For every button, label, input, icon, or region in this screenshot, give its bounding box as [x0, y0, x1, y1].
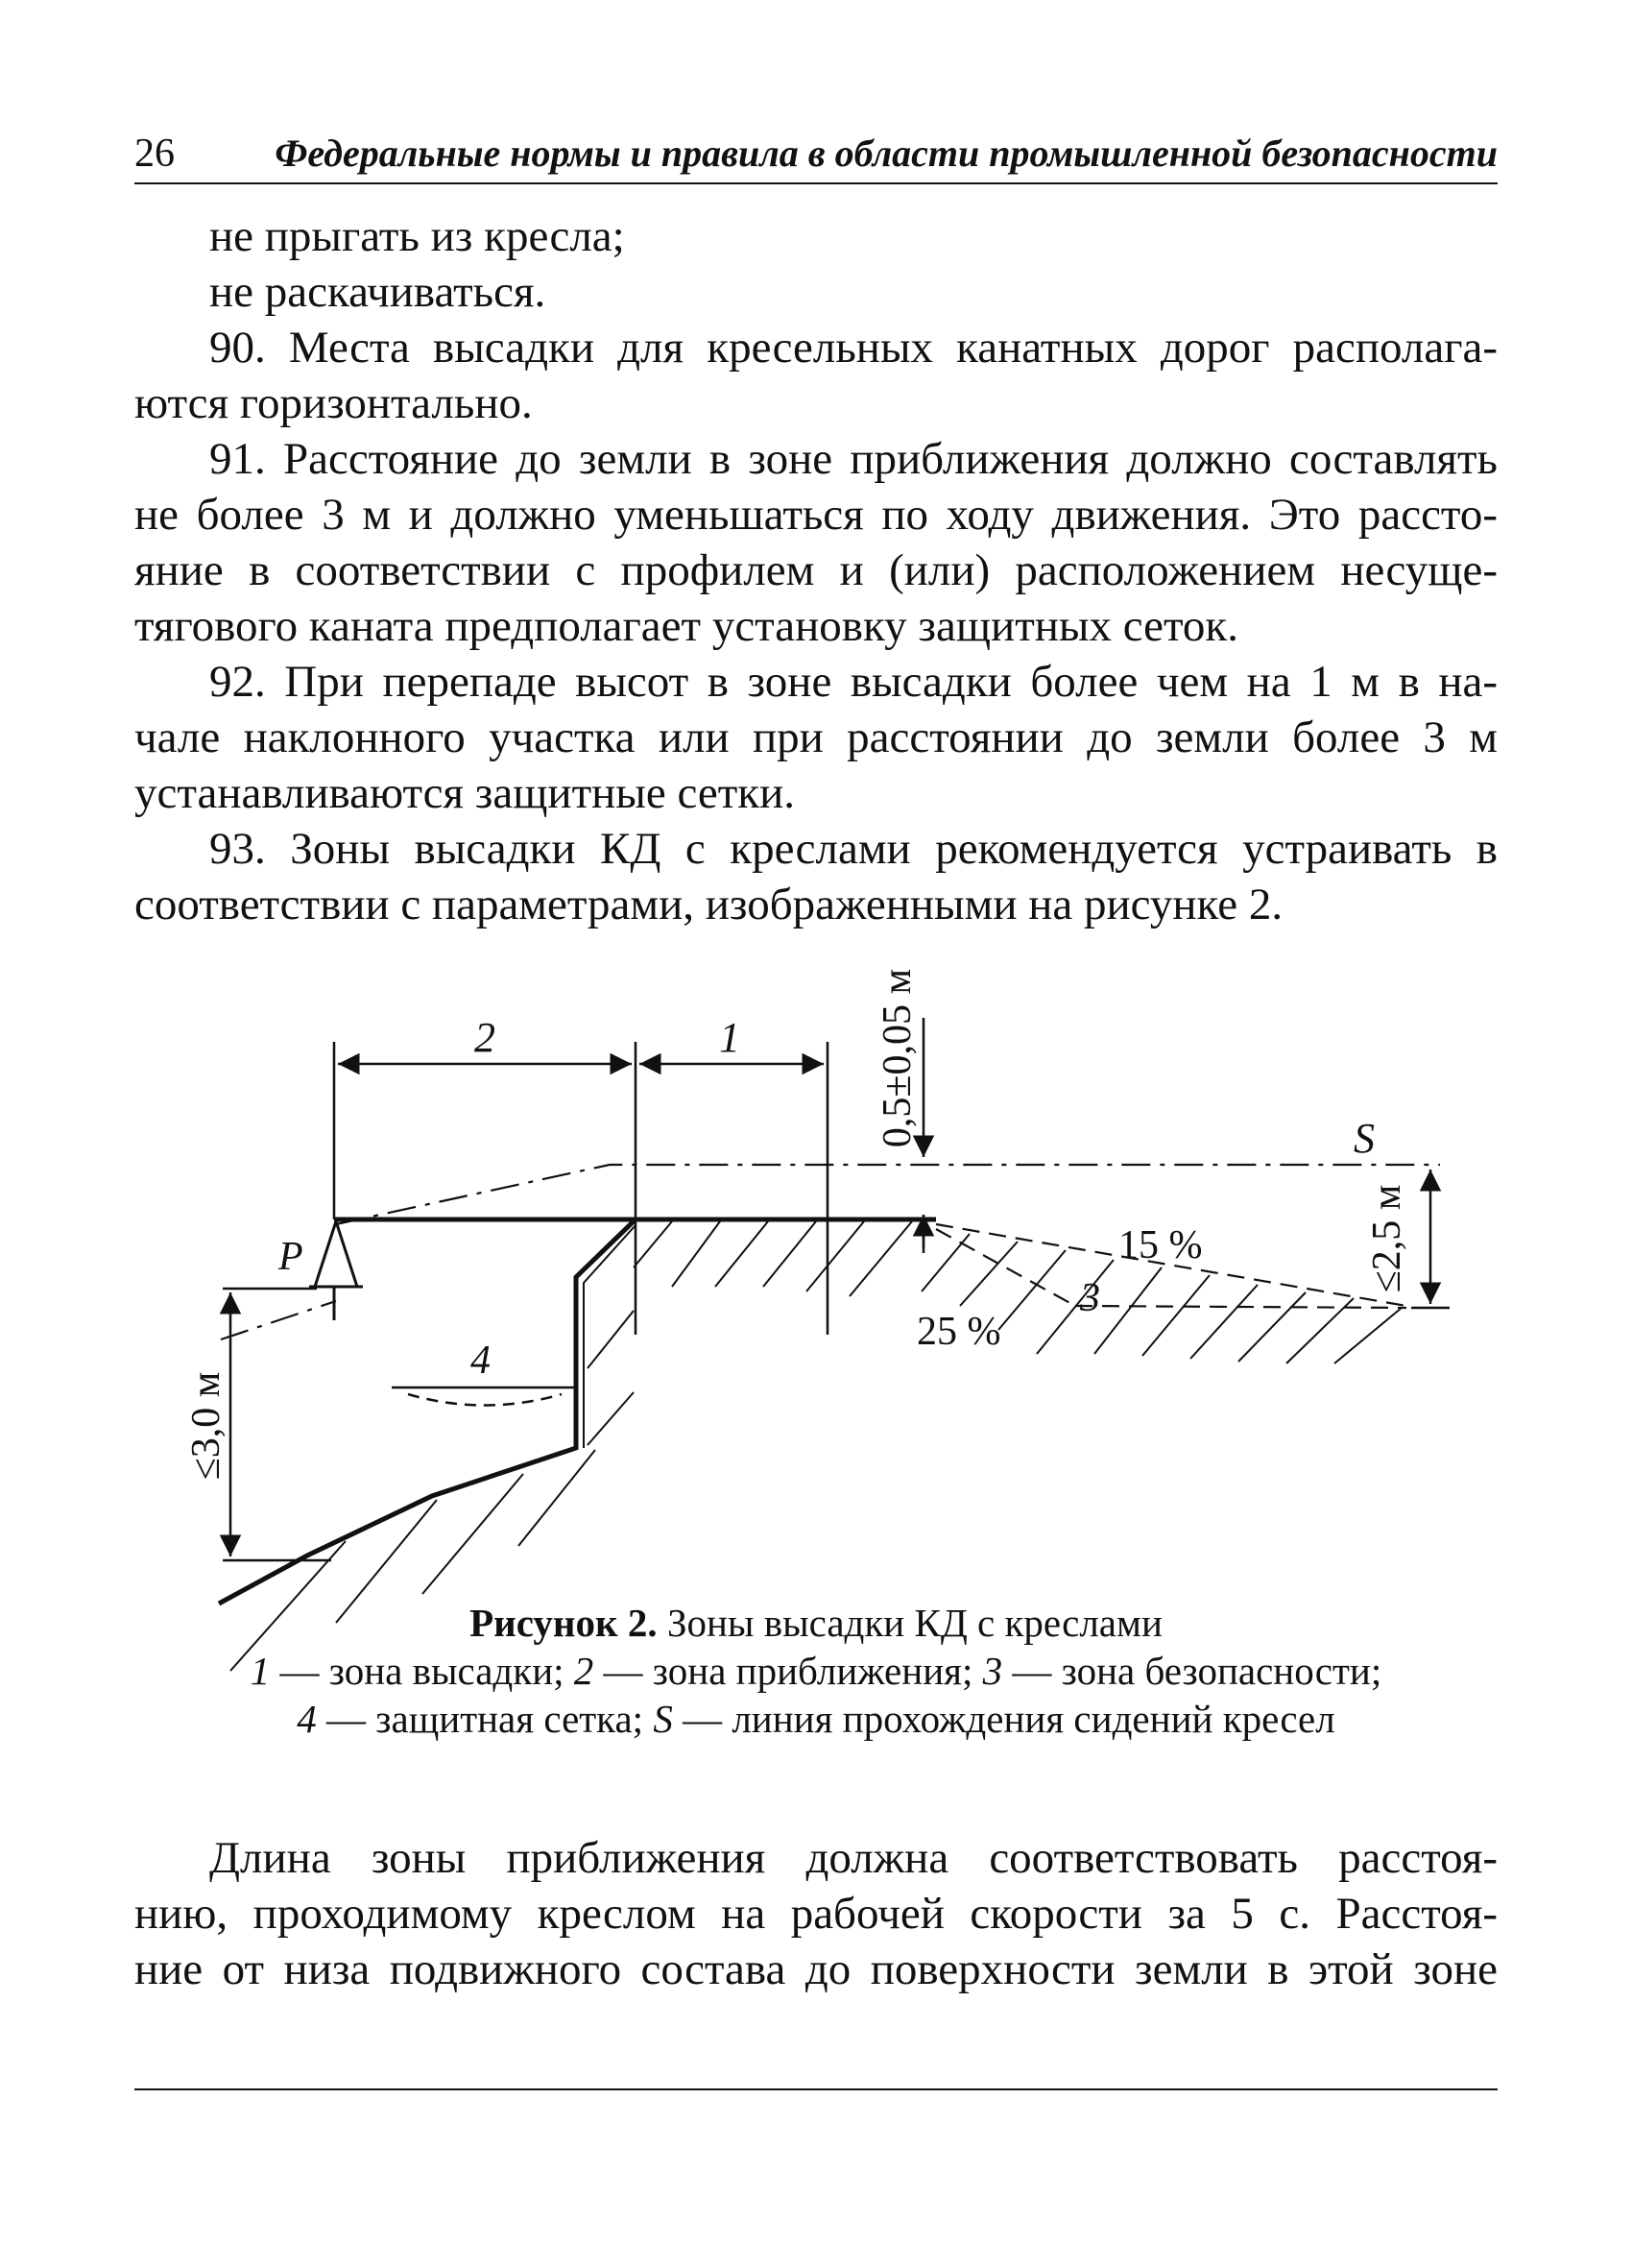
net-4-label: 4: [470, 1339, 491, 1383]
body-line: нию, проходимому креслом на рабочей скорости за 5 с. Расстоя-: [134, 1889, 1498, 1939]
figure-legend-line-1: [134, 1647, 1498, 1695]
caption-title-bold: Рисунок 2.: [469, 1601, 658, 1645]
body-line: не прыгать из кресла;: [209, 211, 625, 261]
figure-caption-title: [134, 1599, 1498, 1647]
protective-net: [392, 1387, 578, 1406]
zone-3-label: 3: [1080, 1276, 1100, 1320]
legend-num: 3: [982, 1649, 1003, 1693]
body-line: соответствии с параметрами, изображенными на рисунке 2.: [134, 880, 1284, 929]
slope-25-label: 25 %: [917, 1310, 1001, 1354]
body-line: тягового каната предполагает установку защитных сеток.: [134, 601, 1239, 651]
legend-text: — зона высадки;: [270, 1649, 574, 1693]
point-p-triangle: [309, 1221, 363, 1320]
body-line: ются горизонтально.: [134, 378, 533, 428]
legend-num: S: [653, 1697, 673, 1741]
page-number: 26: [134, 132, 175, 176]
body-line: 90. Места высадки для кресельных канатных дорог располага-: [209, 323, 1498, 373]
point-p-label: P: [278, 1235, 303, 1279]
body-line: ние от низа подвижного состава до поверхности земли в этой зоне: [134, 1944, 1498, 1994]
legend-text: — линия прохождения сидений кресел: [672, 1697, 1335, 1741]
dimension-3-0m: [223, 1289, 331, 1560]
body-line: Длина зоны приближения должна соответствовать расстоя-: [209, 1833, 1498, 1883]
legend-text: — защитная сетка;: [316, 1697, 654, 1741]
body-line: устанавливаются защитные сетки.: [134, 768, 796, 818]
legend-num: 4: [297, 1697, 317, 1741]
body-line: не более 3 м и должно уменьшаться по ходу движения. Это рассто-: [134, 490, 1498, 540]
dimension-zone-2: [334, 1042, 828, 1335]
body-line: 93. Зоны высадки КД с креслами рекомендуется устраивать в: [209, 824, 1498, 874]
body-line: не раскачиваться.: [209, 267, 546, 317]
seat-line-s: [336, 1165, 1440, 1224]
zone-1-label: 1: [719, 1014, 740, 1061]
legend-num: 2: [573, 1649, 594, 1693]
body-line: 91. Расстояние до земли в зоне приближения должно составлять: [209, 434, 1498, 484]
footer-rule: [134, 2088, 1498, 2090]
legend-text: — зона безопасности;: [1002, 1649, 1382, 1693]
legend-text: — зона приближения;: [593, 1649, 983, 1693]
slope-15-label: 15 %: [1118, 1223, 1203, 1267]
caption-title-text: Зоны высадки КД с креслами: [657, 1601, 1163, 1645]
dim-left-label: ≤3,0 м: [184, 1371, 228, 1481]
dim-top-label: 0,5±0,05 м: [876, 968, 920, 1148]
figure-legend-line-2: [134, 1695, 1498, 1743]
line-s-label: S: [1354, 1115, 1375, 1162]
dim-right-label: ≤2,5 м: [1365, 1184, 1409, 1293]
dimension-2-5m: [1411, 1170, 1450, 1308]
approach-seat-line: [221, 1301, 336, 1339]
body-line: 92. При перепаде высот в зоне высадки более чем на 1 м в на-: [209, 657, 1498, 707]
body-line: чале наклонного участка или при расстоянии до земли более 3 м: [134, 712, 1498, 762]
body-line: яние в соответствии с профилем и (или) расположением несуще-: [134, 545, 1498, 595]
zone-2-label: 2: [474, 1014, 495, 1061]
legend-num: 1: [250, 1649, 271, 1693]
running-head: Федеральные нормы и правила в области промышленной безопасности: [275, 132, 1498, 175]
